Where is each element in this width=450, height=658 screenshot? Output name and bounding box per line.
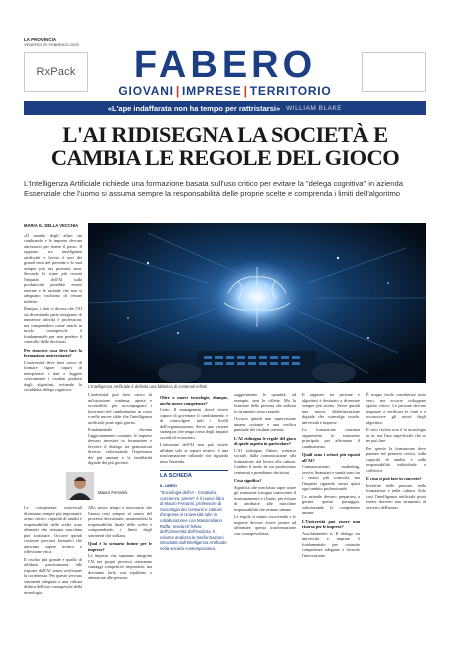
tagline-part: IMPRESE <box>181 84 242 98</box>
tagline-part: TERRITORIO <box>249 84 332 98</box>
article-subhead: L'Intelligenza Artificiale richiede una formazione basata sull'uso critico per evitare la "delega cognitiva" in azienda Essenziale che l'uomo si assuma sempre la responsabilità delle proprie scelte e comprenda i limiti dell'algoritmo <box>24 179 403 198</box>
paragraph: Investire nelle persone, nella formazione e nella cultura. Solo così l'intelligenza artificiale potrà essere davvero uno strumento al servizio dell'uomo. <box>366 482 426 510</box>
paragraph: La formazione continua rappresenta lo strumento principale per affrontare il cambiamento. <box>302 427 360 449</box>
article-photo <box>88 223 426 383</box>
interview-question: E cosa si può fare in concreto? <box>366 476 422 481</box>
interview-question: L'Università può essere una risorsa per le imprese? <box>302 518 360 529</box>
info-box-heading: LA SCHEDA <box>160 470 228 479</box>
author-portrait <box>66 472 94 500</box>
tagline-part: GIOVANI <box>118 84 174 98</box>
masthead-logo: FABERO <box>133 44 317 86</box>
interview-question: Oltre a nuove tecnologie, dunque, anche nuove competenze? <box>160 395 228 406</box>
interview-question: Qual è lo scenario futuro per le imprese? <box>88 541 152 552</box>
paper-name: LA PROVINCIA <box>24 37 57 42</box>
article-column-1-cont <box>24 505 82 597</box>
paragraph: Allo stesso tempo è necessario che l'uomo resti sempre al centro del processo decisionale, assumendosi la responsabilità finale delle scelte e comprendendo i limiti degli strumenti che utilizza. <box>88 505 152 538</box>
photo-caption: L'Intelligenza Artificiale è definita una fabbrica di contenuti infiniti <box>88 384 208 389</box>
sponsor-logo-text: RxPack <box>36 66 76 78</box>
interview-question: L'AI ridisegna le regole del gioco di quale aspetto in particolare? <box>234 435 296 446</box>
motto-author: WILLIAM BLAKE <box>286 104 343 112</box>
article-column-2 <box>88 392 152 468</box>
article-column-3 <box>160 392 228 466</box>
paragraph: L'adozione dell'AI non può essere affidata solo ai reparti tecnici: è una trasformazione culturale che riguarda tutta l'azienda. <box>160 442 228 464</box>
interview-question: Per riuscirci cosa deve fare la formazione universitaria? <box>24 347 82 358</box>
masthead <box>110 44 340 98</box>
paragraph: Dunque, i dati ci dicono che l'AI sta diventando parte integrante di numerose attività e professioni, ma comprendere come usarla in modo consapevole è fondamentale per non perdere il controllo delle decisioni. <box>24 306 82 344</box>
info-box-text: "Sociologia dell'IA - Creatività, coscienza, potere" è il nuovo libro di Mauro Ferrarini, professore di Sociologia dei consumi e cultura d'impresa in Università Iulm in collaborazione con Massimiliano Raffa, research fellow dell'Università dell'Insubria. Il volume analizza le trasformazioni introdotte dall'Intelligenza Artificiale nella società contemporanea. <box>160 490 227 551</box>
paragraph: Assolutamente sì. Il dialogo tra università e imprese è fondamentale per costruire competenze adeguate e favorire l'innovazione. <box>302 530 360 558</box>
paragraph: Fondamentale diventa l'aggiornamento costante: le imprese devono investire in formazione e favorire il dialogo tra generazioni diverse, valorizzando l'esperienza dei più anziani e la familiarità digitale dei più giovani. <box>88 427 152 465</box>
paragraph: suggerimento le quantità, ad esempio, non le riflette. Ma la funzione della persona che utilizza lo strumento resta centrale. <box>234 392 296 414</box>
info-box <box>160 470 228 552</box>
ai-brain-illustration <box>88 223 426 383</box>
paragraph: L'università deve farsi carico di formare figure capaci di interpretare i dati e leggere criticamente i risultati prodotti dagli algoritmi, evitando la cosiddetta delega cognitiva. <box>24 359 82 392</box>
paragraph: È troppo facile considerare tutto vero, ma occorre sviluppare spirito critico. Le persone devono imparare a verificare le fonti e a riconoscere gli errori degli algoritmi. <box>366 392 426 425</box>
motto-quote: «L'ape indaffarata non ha tempo per rattristarsi» <box>107 103 281 113</box>
paragraph: Per questo la formazione deve puntare sul pensiero critico, sulla capacità di analisi e sulla responsabilità individuale e collettiva. <box>366 445 426 473</box>
paragraph: «Il mondo degli affari sta cambiando e le imprese devono attrezzarsi per tenere il passo. Il rapporto tra intelligenza artificiale e lavoro è uno dei grandi temi del presente e lo sarà sempre più nei prossimi anni. Secondo le stime più recenti l'impatto dell'AI sulla produttività potrebbe essere enorme e le aziende che non si adeguano rischiano di restare indietro. <box>24 232 82 304</box>
article-column-6 <box>366 392 426 512</box>
sponsor-logo <box>24 52 88 92</box>
masthead-tagline <box>110 84 340 98</box>
motto-bar <box>24 101 426 115</box>
paragraph: Occorre quindi una supervisione umana costante e una verifica puntuale dei risultati ottenuti. <box>234 416 296 432</box>
interview-question: Quali sono i settori più esposti all'AI? <box>302 452 360 463</box>
paragraph: L'università può farsi carico di un'istruzione continua, aperta e accessibile, per accompagnare i lavoratori nel cambiamento in corso e nelle nuove sfide che l'intelligenza artificiale pone ogni giorno. <box>88 392 152 425</box>
article-column-2-cont <box>88 505 152 583</box>
article-column-5 <box>302 392 360 560</box>
paragraph: Il rischio più grande è quello di affidarsi passivamente alle risposte dell'AI senza verificarne la correttezza. Per questo servono strumenti adeguati e una cultura diffusa dell'uso consapevole della tecnologia. <box>24 556 82 595</box>
info-box-kicker: IL LIBRO <box>160 483 178 488</box>
article-column-4 <box>234 392 296 538</box>
paragraph: Le competenze trasversali diventano sempre più importanti: senso critico, capacità di analisi e responsabilità nelle scelte sono elementi che nessuna macchina può sostituire. Occorre quindi costruire percorsi formativi che uniscano sapere tecnico e riflessione etica. <box>24 505 82 554</box>
paragraph: Comunicazione, marketing, servizi finanziari e sanità sono tra i settori più coinvolti, ma l'impatto riguarda ormai quasi ogni ambito professionale. <box>302 464 360 491</box>
portrait-caption: Mauro Ferrarini <box>98 490 128 495</box>
tagline-separator: | <box>243 84 248 98</box>
paragraph: Il rapporto tra persone e algoritmi è destinato a diventare sempre più stretto. Serve quindi una nuova alfabetizzazione digitale che coinvolga scuole, università e imprese. <box>302 392 360 425</box>
paper-info <box>24 37 79 47</box>
paragraph: Il vero rischio non è la tecnologia in sé, ma l'uso superficiale che se ne può fare. <box>366 427 426 443</box>
date-line: VENERDÌ 20 FEBBRAIO 2025 <box>24 42 79 47</box>
paragraph: Certo. Il management dovrà essere capace di governare il cambiamento e di coinvolgere tutti i livelli dell'organizzazione. Serve una visione strategica che tenga conto degli impatti sociali ed economici. <box>160 407 228 440</box>
paragraph: Significa che non basta saper usare gli strumenti: bisogna conoscerne il funzionamento e i limiti, per evitare di attribuire alle macchine responsabilità che restano umane. <box>234 484 296 512</box>
paragraph: Le imprese che sapranno integrare l'AI nei propri processi otterranno vantaggi competitivi importanti, ma dovranno farlo con equilibrio e attenzione alle persone. <box>88 553 152 580</box>
interview-question: Cosa significa? <box>234 478 262 483</box>
paragraph: L'AI ridisegna l'intero scenario sociale, dalla comunicazione alla formazione, dal lavoro alla cultura. Cambia il modo in cui produciamo contenuti e prendiamo decisioni. <box>234 447 296 475</box>
article-headline: L'AI RIDISEGNA LA SOCIETÀ E CAMBIA LE REGOLE DEL GIOCO <box>50 122 400 170</box>
article-column-1 <box>24 223 82 395</box>
paragraph: Le aziende devono prepararsi a gestire questo passaggio, valorizzando le competenze umane. <box>302 493 360 515</box>
paragraph: Le regole si stanno riscrivendo e le imprese devono essere pronte ad affrontare questa trasformazione con consapevolezza. <box>234 514 296 536</box>
tagline-separator: | <box>175 84 180 98</box>
byline: MARIA G. DELLA VECCHIA <box>24 223 79 228</box>
right-ad-box <box>362 52 426 92</box>
portrait-image <box>66 472 94 500</box>
